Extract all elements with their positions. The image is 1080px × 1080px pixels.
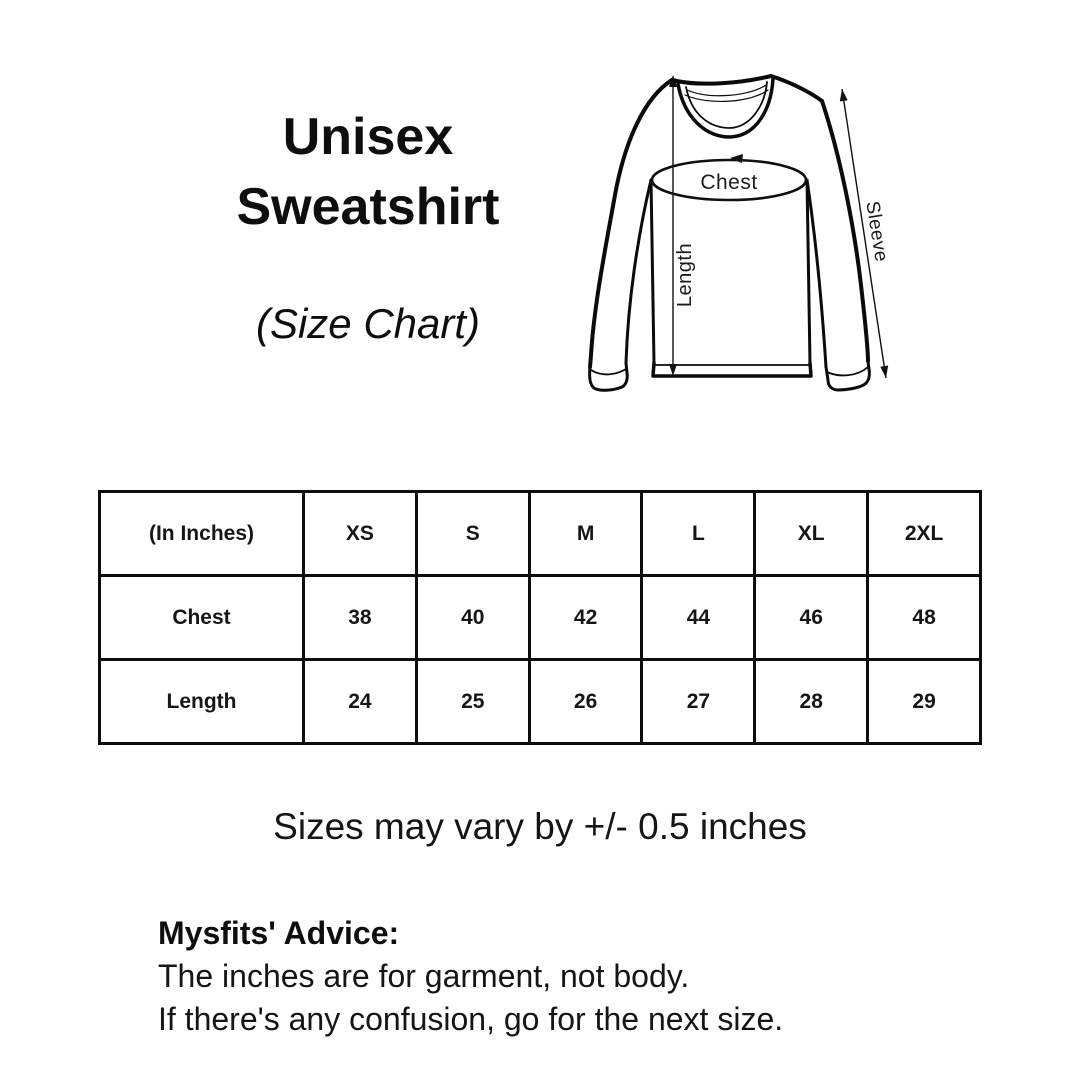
sleeve-arrow-down-icon [880,366,888,379]
sleeve-label: Sleeve [861,199,892,264]
sweatshirt-diagram [570,45,910,405]
size-col-2xl: 2XL [868,492,981,576]
chest-arrow-icon [730,154,743,163]
advice-line-2: If there's any confusion, go for the next size. [158,1001,784,1037]
page-title [98,102,638,242]
chest-s: 40 [416,576,529,660]
length-s: 25 [416,660,529,744]
unit-header-cell: (In Inches) [100,492,304,576]
title-line2: Sweatshirt [236,178,500,236]
chest-row [100,576,981,660]
length-row [100,660,981,744]
length-xl: 28 [755,660,868,744]
length-xs: 24 [304,660,417,744]
chest-measure [652,154,806,200]
length-2xl: 29 [868,660,981,744]
advice-heading: Mysfits' Advice: [158,915,400,951]
chest-l: 44 [642,576,755,660]
size-col-l: L [642,492,755,576]
variance-note: Sizes may vary by +/- 0.5 inches [273,806,807,847]
page-subtitle: (Size Chart) [255,300,481,347]
advice-block [158,912,958,1041]
chest-2xl: 48 [868,576,981,660]
length-arrow-down-icon [669,364,677,376]
length-m: 26 [529,660,642,744]
size-table [98,490,982,745]
chest-xl: 46 [755,576,868,660]
size-col-xl: XL [755,492,868,576]
length-measure [669,75,696,376]
advice-line-1: The inches are for garment, not body. [158,958,690,994]
sleeve-arrow-up-icon [840,89,848,102]
title-line1: Unisex [282,108,454,166]
chest-xs: 38 [304,576,417,660]
chest-label: Chest [700,171,758,194]
size-col-s: S [416,492,529,576]
length-label: Length [674,242,696,308]
sweatshirt-outline [590,76,870,390]
length-l: 27 [642,660,755,744]
size-col-xs: XS [304,492,417,576]
length-row-label: Length [100,660,304,744]
size-col-m: M [529,492,642,576]
chest-m: 42 [529,576,642,660]
chest-row-label: Chest [100,576,304,660]
size-table-header-row [100,492,981,576]
